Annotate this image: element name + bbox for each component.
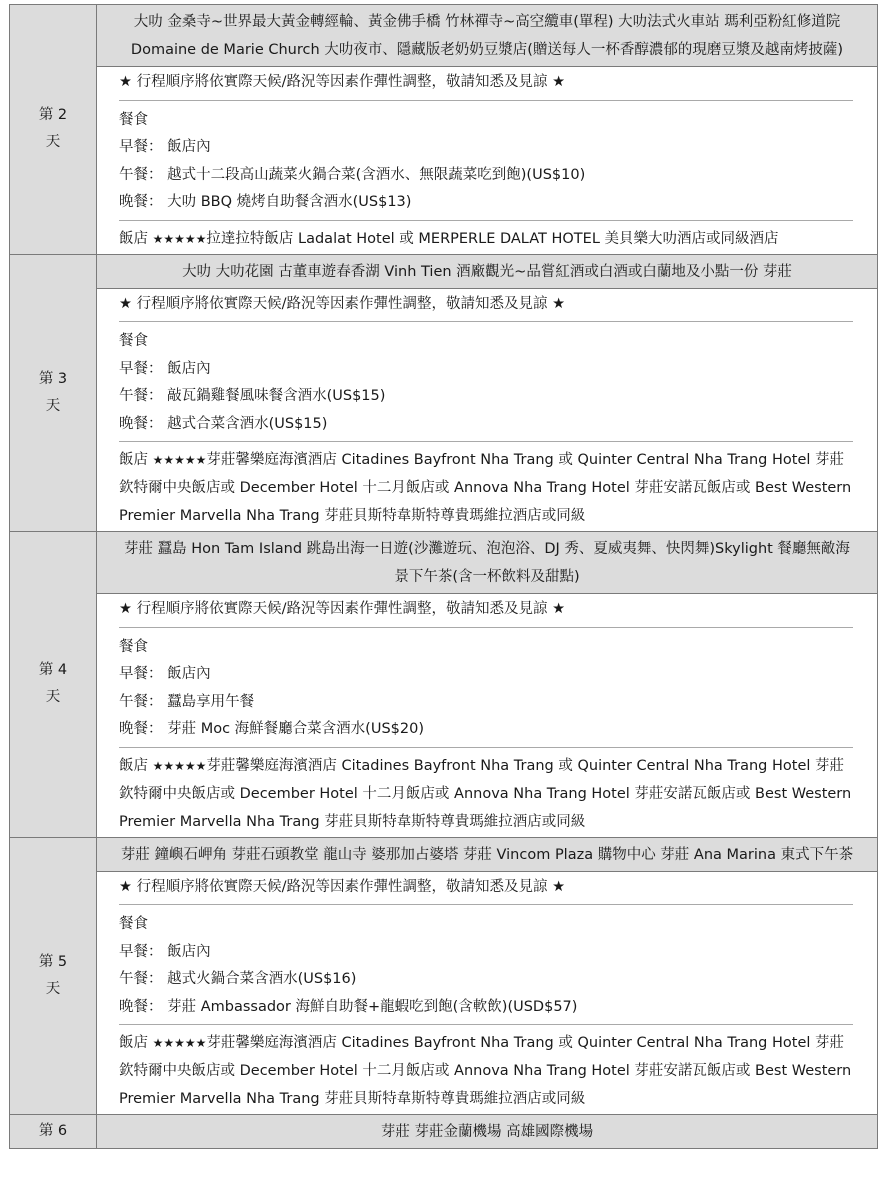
dinner-prefix: 晚餐：: [119, 415, 163, 432]
meals-section: [119, 909, 853, 1021]
dinner-value: 芽莊 Moc 海鮮餐廳合菜含酒水(US$20): [167, 721, 424, 737]
day-detail-row: [10, 67, 878, 255]
star-rating-icon: ★★★★★: [152, 453, 207, 467]
dinner-value: 越式合菜含酒水(US$15): [167, 415, 328, 432]
hotel-prefix: 飯店: [119, 757, 148, 774]
hotel-value: 芽莊馨樂庭海濱酒店 Citadines Bayfront Nha Trang 或 Quinter Central Nha Trang Hotel 芽莊欽特爾中央飯店或 December Hotel 十二月飯店或 Annova Nha Trang Hotel 芽莊安諾瓦飯店或 Best Western Premier Marvella Nha Trang 芽莊貝斯特韋斯特尊貴瑪維拉酒店或同級: [119, 1035, 852, 1107]
meals-section: [119, 105, 853, 217]
day-cell: [10, 5, 97, 255]
hotel-value: 芽莊馨樂庭海濱酒店 Citadines Bayfront Nha Trang 或 Quinter Central Nha Trang Hotel 芽莊欽特爾中央飯店或 December Hotel 十二月飯店或 Annova Nha Trang Hotel 芽莊安諾瓦飯店或 Best Western Premier Marvella Nha Trang 芽莊貝斯特韋斯特尊貴瑪維拉酒店或同級: [119, 452, 852, 524]
star-rating-icon: ★★★★★: [152, 1036, 207, 1050]
day-route-row: [10, 532, 878, 594]
divider: [119, 904, 853, 905]
hotel-value: 拉達拉特飯店 Ladalat Hotel 或 MERPERLE DALAT HOTEL 美貝樂大叻酒店或同級酒店: [206, 230, 779, 247]
day-detail-row: [10, 871, 878, 1115]
day-number-label: 第 4: [38, 662, 68, 679]
breakfast-line: [119, 356, 853, 384]
itinerary-body: [10, 5, 878, 1149]
day-number-label: 第 3: [38, 370, 68, 387]
route-text: 芽莊 芽莊金蘭機場 高雄國際機場: [380, 1124, 594, 1140]
dinner-line: [119, 994, 853, 1022]
divider: [119, 627, 853, 628]
day-cell: [10, 837, 97, 1115]
day-number-label: 第 6: [38, 1123, 68, 1139]
day-route-row: [10, 5, 878, 67]
dinner-line: [119, 189, 853, 217]
breakfast-value: 飯店內: [167, 666, 211, 682]
meals-heading: 餐食: [119, 916, 148, 932]
day-cell: [10, 254, 97, 532]
dinner-line: [119, 716, 853, 744]
route-cell: [97, 5, 878, 67]
hotel-prefix: 飯店: [119, 452, 148, 468]
lunch-value: 越式十二段高山蔬菜火鍋合菜(含酒水、無限蔬菜吃到飽)(US$10): [167, 166, 586, 183]
dinner-prefix: 晚餐：: [119, 998, 163, 1015]
day-number-label: 第 5: [38, 953, 68, 970]
breakfast-prefix: 早餐：: [119, 666, 163, 682]
dinner-line: [119, 411, 853, 439]
dinner-prefix: 晚餐：: [119, 194, 163, 210]
breakfast-prefix: 早餐：: [119, 139, 163, 155]
lunch-prefix: 午餐：: [119, 166, 163, 183]
route-cell: [97, 532, 878, 594]
meals-heading: 餐食: [119, 111, 148, 128]
detail-cell: [97, 871, 878, 1115]
day-unit-label: 天: [45, 980, 61, 997]
breakfast-line: [119, 939, 853, 967]
dinner-value: 芽莊 Ambassador 海鮮自助餐+龍蝦吃到飽(含軟飲)(USD$57): [167, 998, 578, 1015]
day-route-row: [10, 254, 878, 288]
lunch-prefix: 午餐：: [119, 388, 163, 404]
schedule-notice: ★ 行程順序將依實際天候/路況等因素作彈性調整，敬請知悉及見諒 ★: [119, 295, 566, 312]
route-cell: [97, 837, 878, 871]
detail-cell: [97, 594, 878, 838]
hotel-line: [119, 1029, 853, 1114]
meals-section: [119, 326, 853, 438]
hotel-prefix: 飯店: [119, 1035, 148, 1051]
divider: [119, 100, 853, 101]
detail-cell: [97, 288, 878, 532]
day-cell: [10, 1115, 97, 1149]
lunch-line: [119, 689, 853, 717]
schedule-notice: ★ 行程順序將依實際天候/路況等因素作彈性調整，敬請知悉及見諒 ★: [119, 878, 566, 895]
day-route-row: [10, 837, 878, 871]
schedule-notice: ★ 行程順序將依實際天候/路況等因素作彈性調整，敬請知悉及見諒 ★: [119, 601, 566, 617]
divider: [119, 220, 853, 221]
route-cell: [97, 1115, 878, 1149]
meals-heading: 餐食: [119, 333, 148, 349]
lunch-value: 越式火鍋合菜含酒水(US$16): [167, 971, 357, 987]
dinner-value: 大叻 BBQ 燒烤自助餐含酒水(US$13): [167, 194, 412, 210]
day-number-label: 第 2: [38, 107, 68, 124]
route-text: 大叻 金桑寺~世界最大黃金轉經輪、黃金佛手橋 竹林禪寺~高空纜車(單程) 大叻法式火車站 瑪利亞粉紅修道院 Domaine de Marie Church 大叻夜市、隱藏版老奶奶豆漿店(贈送每人一杯香醇濃郁的現磨豆漿及越南烤披薩): [130, 14, 844, 58]
route-cell: [97, 254, 878, 288]
hotel-line: [119, 752, 853, 837]
breakfast-line: [119, 661, 853, 689]
hotel-line: [119, 446, 853, 531]
detail-cell: [97, 67, 878, 255]
dinner-prefix: 晚餐：: [119, 721, 163, 737]
star-rating-icon: ★★★★★: [152, 758, 207, 773]
day-unit-label: 天: [45, 689, 61, 706]
hotel-prefix: 飯店: [119, 230, 148, 247]
divider: [119, 1024, 853, 1025]
day-detail-row: [10, 288, 878, 532]
route-text: 芽莊 鐘嶼石岬角 芽莊石頭教堂 龍山寺 婆那加占婆塔 芽莊 Vincom Plaza 購物中心 芽莊 Ana Marina 東式下午茶: [120, 846, 854, 863]
breakfast-prefix: 早餐：: [119, 360, 163, 377]
itinerary-table: [9, 4, 878, 1149]
breakfast-value: 飯店內: [167, 943, 211, 960]
divider: [119, 321, 853, 322]
breakfast-prefix: 早餐：: [119, 943, 163, 960]
lunch-line: [119, 162, 853, 190]
breakfast-value: 飯店內: [167, 139, 211, 155]
breakfast-value: 飯店內: [167, 360, 211, 377]
final-day-row: [10, 1115, 878, 1149]
day-unit-label: 天: [45, 397, 61, 414]
day-detail-row: [10, 594, 878, 838]
meals-section: [119, 632, 853, 744]
lunch-line: [119, 966, 853, 994]
day-cell: [10, 532, 97, 838]
lunch-value: 蠶島享用午餐: [167, 693, 255, 710]
breakfast-line: [119, 134, 853, 162]
hotel-line: [119, 225, 853, 254]
route-text: 芽莊 蠶島 Hon Tam Island 跳島出海一日遊(沙灘遊玩、泡泡浴、DJ 秀、夏威夷舞、快閃舞)Skylight 餐廳無敵海景下午茶(含一杯飲料及甜點): [124, 541, 850, 585]
hotel-value: 芽莊馨樂庭海濱酒店 Citadines Bayfront Nha Trang 或 Quinter Central Nha Trang Hotel 芽莊欽特爾中央飯店或 December Hotel 十二月飯店或 Annova Nha Trang Hotel 芽莊安諾瓦飯店或 Best Western Premier Marvella Nha Trang 芽莊貝斯特韋斯特尊貴瑪維拉酒店或同級: [119, 757, 852, 830]
lunch-prefix: 午餐：: [119, 971, 163, 987]
divider: [119, 441, 853, 442]
lunch-line: [119, 383, 853, 411]
day-unit-label: 天: [45, 134, 61, 151]
divider: [119, 747, 853, 748]
lunch-prefix: 午餐：: [119, 693, 163, 710]
star-rating-icon: ★★★★★: [152, 231, 207, 246]
schedule-notice: ★ 行程順序將依實際天候/路況等因素作彈性調整，敬請知悉及見諒 ★: [119, 74, 566, 90]
lunch-value: 敲瓦鍋雞餐風味餐含酒水(US$15): [167, 388, 386, 404]
route-text: 大叻 大叻花園 古董車遊春香湖 Vinh Tien 酒廠觀光~品嘗紅酒或白酒或白蘭地及小點一份 芽莊: [182, 263, 792, 280]
meals-heading: 餐食: [119, 638, 148, 655]
